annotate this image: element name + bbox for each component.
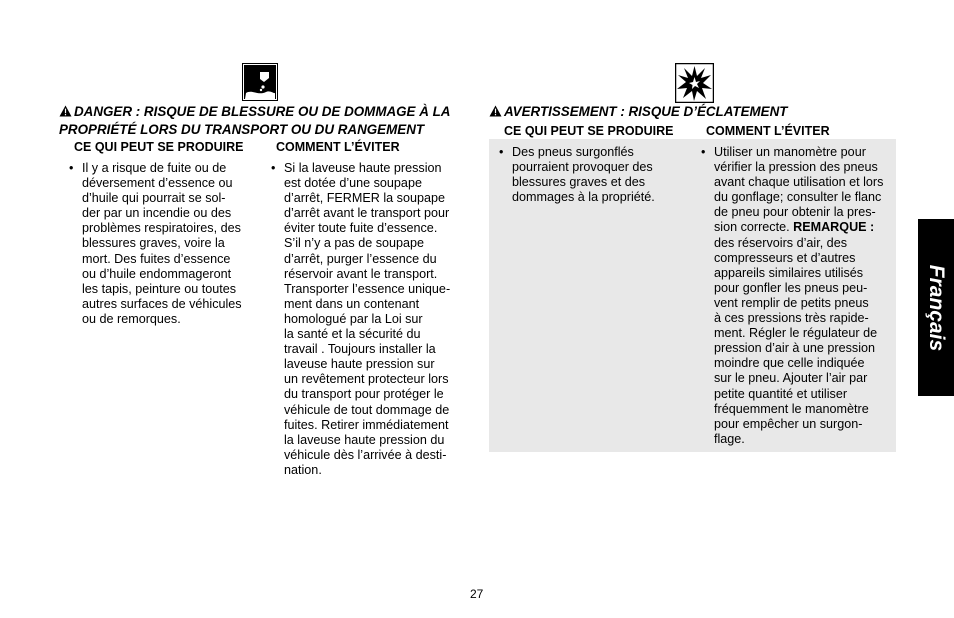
left-hazard-item: • Il y a risque de fuite ou de déversement d’essence ou d’huile qui pourrait se sol- der par un incendie ou des problèmes respiratoires, des blessures graves, voire la mort. Des fuites d’essence ou d’huile endommageront les tapis, peinture ou toutes autres surfaces de véhicules ou de remorques. <box>69 161 242 326</box>
fuel-spill-icon <box>242 63 278 101</box>
left-col2-title: COMMENT L’ÉVITER <box>276 140 400 154</box>
warning-triangle-icon <box>489 104 502 121</box>
language-tab-label: Français <box>925 264 948 351</box>
right-col2-title: COMMENT L’ÉVITER <box>706 124 830 138</box>
left-col1-title: CE QUI PEUT SE PRODUIRE <box>74 140 244 154</box>
danger-heading <box>59 103 469 138</box>
left-prevention-item: • Si la laveuse haute pression est dotée d’une soupape d’arrêt, FERMER la soupape d’arrêt avant le transport pour éviter toute fuite d’essence. S’il n’y a pas de soupape d’arrêt, purger l’essence du réservoir avant le transport. Transporter l’essence unique- ment dans un contenant homologué par la Loi sur la santé et la sécurité du travail . Toujours installer la laveuse haute pression sur un revêtement protecteur lors du transport pour protéger le véhicule de tout dommage de fuites. Retirer immédiatement la laveuse haute pression du véhicule dès l’arrivée à desti- nation. <box>271 161 451 477</box>
right-hazard-text: Des pneus surgonflés pourraient provoquer des blessures graves et des dommages à la propriété. <box>512 145 655 205</box>
explosion-icon <box>675 63 714 103</box>
danger-heading-line-2: PROPRIÉTÉ LORS DU TRANSPORT OU DU RANGEMENT <box>59 122 425 137</box>
language-side-tab <box>918 219 954 396</box>
right-hazard-item: • Des pneus surgonflés pourraient provoquer des blessures graves et des dommages à la propriété. <box>499 145 655 205</box>
danger-heading-line-1: DANGER : RISQUE DE BLESSURE OU DE DOMMAGE À LA <box>74 104 451 119</box>
warning-heading <box>489 103 787 121</box>
left-hazard-text: Il y a risque de fuite ou de déversement d’essence ou d’huile qui pourrait se sol- der par un incendie ou des problèmes respiratoires, des blessures graves, voire la mort. Des fuites d’essence ou d’huile endommageront les tapis, peinture ou toutes autres surfaces de véhicules ou de remorques. <box>82 161 242 326</box>
page-number: 27 <box>470 587 484 601</box>
left-prevention-text: Si la laveuse haute pression est dotée d’une soupape d’arrêt, FERMER la soupape d’arrêt avant le transport pour éviter toute fuite d’essence. S’il n’y a pas de soupape d’arrêt, purger l’essence du réservoir avant le transport. Transporter l’essence unique- ment dans un contenant homologué par la Loi sur la santé et la sécurité du travail . Toujours installer la laveuse haute pression sur un revêtement protecteur lors du transport pour protéger le véhicule de tout dommage de fuites. Retirer immédiatement la laveuse haute pression du véhicule dès l’arrivée à desti- nation. <box>284 161 451 477</box>
warning-heading-text: AVERTISSEMENT : RISQUE D’ÉCLATEMENT <box>504 104 788 119</box>
right-col1-title: CE QUI PEUT SE PRODUIRE <box>504 124 674 138</box>
right-prevention-text: Utiliser un manomètre pour vérifier la pression des pneus avant chaque utilisation et lors du gonflage; consulter le flanc de pneu pour obtenir la pres- sion correcte. REMARQUE : des réservoirs d’air, des compresseurs et d’autres appareils similaires utilisés pour gonfler les pneus peu- vent remplir de petits pneus à ces pressions très rapide- ment. Régler le régulateur de pression d’air à une pression moindre que celle indiquée sur le pneu. Ajouter l’air par petite quantité et utiliser fréquemment le manomètre pour empêcher un surgon- flage. <box>714 145 884 446</box>
remark-label: REMARQUE : <box>793 220 875 235</box>
right-prevention-item: • Utiliser un manomètre pour vérifier la pression des pneus avant chaque utilisation et lors du gonflage; consulter le flanc de pneu pour obtenir la pres- sion correcte. REMARQUE : des réservoirs d’air, des compresseurs et d’autres appareils similaires utilisés pour gonfler les pneus peu- vent remplir de petits pneus à ces pressions très rapide- ment. Régler le régulateur de pression d’air à une pression moindre que celle indiquée sur le pneu. Ajouter l’air par petite quantité et utiliser fréquemment le manomètre pour empêcher un surgon- flage. <box>701 145 884 446</box>
warning-triangle-icon <box>59 104 72 121</box>
